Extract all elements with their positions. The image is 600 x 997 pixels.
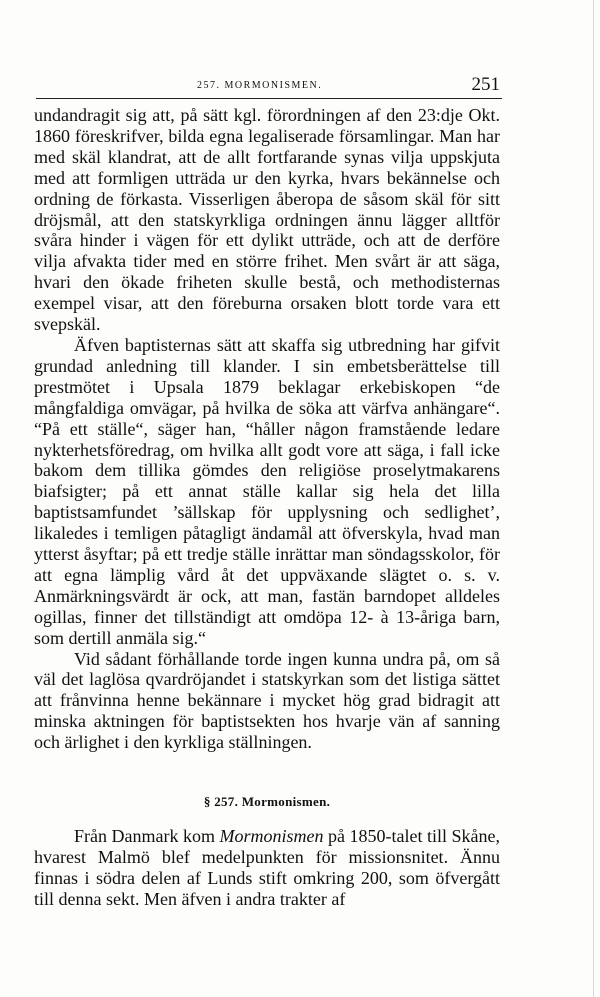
section-paragraph <box>34 826 500 910</box>
running-head: 257. MORMONISMEN. <box>197 80 323 91</box>
paragraph-3: Vid sådant förhållande torde ingen kunna undra på, om så väl det laglösa qvardröjandet i statskyrkan som det listiga sättet att frånvinna henne bekännare i mycket hög grad bidragit att minska aktningen för baptistsekten hos hvarje vän af sanning och ärlighet i den kyrkliga ställningen. <box>34 648 500 753</box>
paragraph-2: Äfven baptisternas sätt att skaffa sig utbredning har gifvit grundad anledning till klander. I sin embetsberättelse till prestmötet i Upsala 1879 beklagar erkebiskopen “de mångfaldiga omvägar, på hvilka de söka att värfva anhängare“. “På ett ställe“, säger han, “håller någon framstående ledare nykterhetsföredrag, om hvilka allt godt vore att säga, i fall icke bakom dem tillika gömdes den religiöse proselytmakarens biafsigter; på ett annat ställe kallar sig hela det lilla baptistsamfundet ’sällskap för upplysning och sedlighet’, likaledes i temligen påtagligt ändamål att öfverskyla, hvad man ytterst åsyftar; på ett tredje ställe inrättar man söndagsskolor, för att egna lämplig vård åt det uppväxande slägtet o. s. v. Anmärkningsvärdt är ock, att man, fastän barndopet alldeles ogillas, finner det tillständigt att omdöpa 12- à 13-åriga barn, som dertill anmäla sig.“ <box>34 334 500 648</box>
section-heading: § 257. Mormonismen. <box>203 794 331 809</box>
page-header <box>36 74 502 99</box>
section-text-start: Från Danmark kom <box>74 826 215 846</box>
section-emphasis: Mormonismen <box>219 826 324 846</box>
section-body <box>34 826 500 910</box>
body-text <box>34 105 500 753</box>
paragraph-1: undandragit sig att, på sätt kgl. förordningen af den 23:dje Okt. 1860 föreskrifver, bilda egna legaliserade församlingar. Man har med skäl klandrat, att de allt fortfarande synas vilja uppskjuta med att formligen utträda ur den kyrka, hvars bekännelse och ordning de förkasta. Visserligen åberopa de såsom skäl för sitt dröjsmål, att den statskyrkliga ordningen ännu lägger alltför svåra hinder i vägen för ett dylikt utträde, och att de derföre vilja afvakta tider med en större frihet. Men svårt är att säga, hvari den ökade friheten skulle bestå, och methodisternas exempel visar, att den föreburna orsaken blott torde vara ett svepskäl. <box>34 105 500 335</box>
section-text-end: på 1850-talet till Skåne, hvarest Malmö blef medelpunkten för missionsnitet. Ännu finnas i södra delen af Lunds stift omkring 200, som öfvergått till denna sekt. Men äfven i andra trakter af <box>34 826 501 909</box>
page-edge-line <box>593 0 594 997</box>
page-number: 251 <box>471 74 500 95</box>
